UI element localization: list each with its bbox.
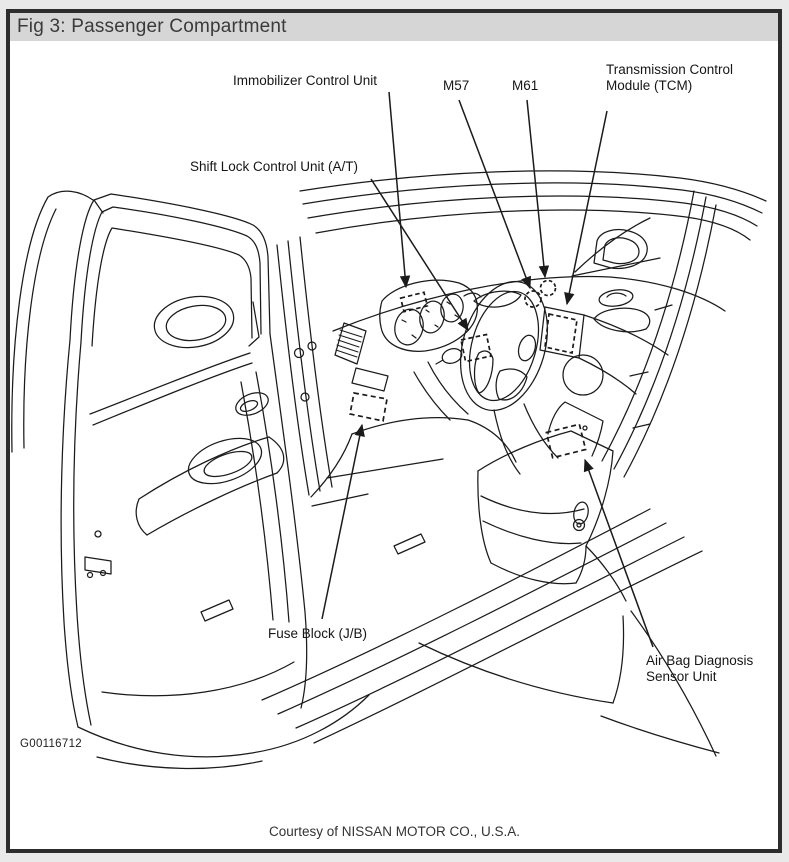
- figure-title: Fig 3: Passenger Compartment: [17, 16, 287, 37]
- figure-id: G00116712: [20, 738, 82, 750]
- figure-title-bar: [10, 13, 778, 41]
- label-tcm-line1: Transmission Control: [606, 62, 734, 77]
- label-fuse-block: Fuse Block (J/B): [268, 626, 368, 641]
- label-m57: M57: [443, 78, 470, 93]
- figure-frame: [6, 9, 782, 853]
- label-shift-lock-control-unit: Shift Lock Control Unit (A/T): [190, 159, 359, 174]
- label-airbag-line2: Sensor Unit: [646, 668, 717, 684]
- label-tcm-line2: Module (TCM): [606, 77, 693, 93]
- label-immobilizer-control-unit: Immobilizer Control Unit: [233, 73, 378, 88]
- label-airbag-line1: Air Bag Diagnosis: [646, 653, 754, 668]
- credit-line: Courtesy of NISSAN MOTOR CO., U.S.A.: [268, 824, 521, 839]
- label-m61: M61: [512, 78, 539, 93]
